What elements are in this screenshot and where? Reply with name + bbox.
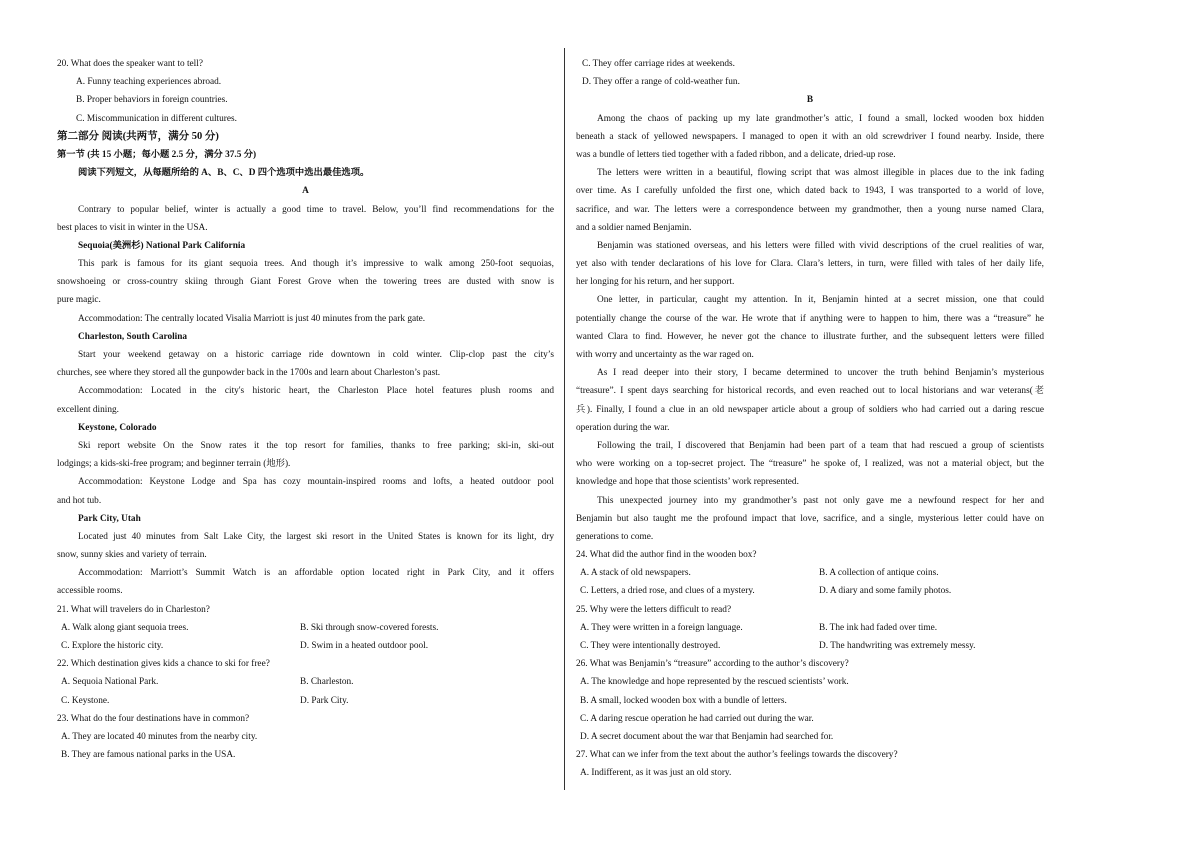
p5-line-1: As I read deeper into their story, I became determined to uncover the truth behind Benjamin’s mysterious	[597, 368, 1044, 379]
q24-option-c: C. Letters, a dried rose, and clues of a mystery.	[580, 586, 755, 597]
q25-options-row-1	[576, 619, 1044, 637]
q20-option-c: C. Miscommunication in different cultures.	[76, 113, 237, 124]
parkcity-line-2: snow, sunny skies and variety of terrain.	[57, 550, 207, 561]
sequoia-line-3: pure magic.	[57, 295, 101, 306]
p1-line-1: Among the chaos of packing up my late grandmother’s attic, I found a small, locked wooden box hidden	[597, 113, 1044, 124]
keystone-heading: Keystone, Colorado	[78, 422, 157, 433]
q22-option-a: A. Sequoia National Park.	[61, 677, 159, 688]
p3-line-2: yet also with tender declarations of his love for Clara. Clara’s letters, in turn, were filled with tales of her daily life,	[576, 259, 1044, 270]
p7-line-2: Benjamin but also taught me the profound impact that love, sacrifice, and a single, mysterious letter could have on	[576, 513, 1044, 524]
sequoia-line-1: This park is famous for its giant sequoia trees. And though it’s impressive to walk among 250-foot sequoias,	[78, 259, 554, 270]
q21-options-row-1	[57, 619, 554, 637]
q25-option-d: D. The handwriting was extremely messy.	[819, 641, 976, 651]
q21-option-c: C. Explore the historic city.	[61, 641, 164, 651]
keystone-accommodation-1: Accommodation: Keystone Lodge and Spa has cozy mountain-inspired rooms and lofts, a heated outdoor pool	[78, 477, 554, 488]
sequoia-accommodation: Accommodation: The centrally located Visalia Marriott is just 40 minutes from the park gate.	[78, 313, 426, 324]
p2-line-2: over time. As I carefully unfolded the first one, which dated back to 1943, I was transported to a world of love,	[576, 186, 1044, 197]
intro-line-2: best places to visit in winter in the USA.	[57, 222, 208, 233]
p6-line-2: who were working on a top-secret project. The “treasure” he spoke of, I realized, was not a material object, but the	[576, 459, 1044, 470]
q21-option-b: B. Ski through snow-covered forests.	[300, 622, 439, 633]
p7-line-3: generations to come.	[576, 531, 654, 542]
charleston-line-2: churches, see where they stored all the gunpowder back in the 1700s and learn about Charleston’s past.	[57, 368, 441, 379]
column-divider	[564, 48, 565, 790]
p3-line-3: her longing for his return, and her support.	[576, 277, 735, 288]
q21-option-d: D. Swim in a heated outdoor pool.	[300, 641, 429, 651]
p5-line-3: 兵). Finally, I found a clue in an old newspaper article about a group of soldiers who had carried out a daring rescue	[576, 404, 1044, 415]
q23-option-b	[57, 746, 554, 764]
keystone-line-1: Ski report website On the Snow rates it the top resort for families, thanks to free parking; ski-in, ski-out	[78, 440, 554, 451]
p1-line-2: beneath a stack of yellowed newspapers. I managed to open it with an old screwdriver I found nearby. Inside, there	[576, 131, 1044, 142]
q26-option-d	[576, 728, 1044, 746]
q22-options-row-1	[57, 673, 554, 691]
charleston-heading: Charleston, South Carolina	[78, 331, 188, 342]
sequoia-heading: Sequoia(美洲杉) National Park California	[78, 240, 246, 251]
p7-line-1: This unexpected journey into my grandmother’s past not only gave me a newfound respect for her and	[597, 495, 1044, 506]
q24-options-row-2	[576, 582, 1044, 600]
q24-option-a: A. A stack of old newspapers.	[580, 568, 691, 579]
question-26: 26. What was Benjamin’s “treasure” according to the author’s discovery?	[576, 659, 849, 670]
p3-line-1: Benjamin was stationed overseas, and his letters were filled with vivid descriptions of the cruel realities of war,	[597, 240, 1044, 251]
p6-line-1: Following the trail, I discovered that Benjamin had been part of a team that had rescued a group of scientists	[597, 440, 1044, 451]
q23-option-a	[57, 728, 554, 746]
q25-option-a: A. They were written in a foreign language.	[580, 622, 743, 633]
q27-option-a-text: A. Indifferent, as it was just an old story.	[580, 768, 732, 779]
q20-option-b: B. Proper behaviors in foreign countries.	[76, 95, 228, 106]
q22-option-d: D. Park City.	[300, 695, 349, 706]
q21-options-row-2	[57, 637, 554, 655]
keystone-accommodation-2: and hot tub.	[57, 495, 102, 506]
q23-option-c: C. They offer carriage rides at weekends.	[582, 59, 735, 69]
charleston-accommodation-1: Accommodation: Located in the city's historic heart, the Charleston Place hotel features plush rooms and	[78, 386, 554, 397]
q25-option-b: B. The ink had faded over time.	[819, 622, 938, 633]
q24-option-b: B. A collection of antique coins.	[819, 568, 939, 579]
p5-line-2: “treasure”. I spent days searching for historical records, and even reached out to local historians and war veterans(老	[576, 386, 1044, 397]
question-20: 20. What does the speaker want to tell?	[57, 59, 203, 69]
keystone-line-2: lodgings; a kids-ski-free program; and beginner terrain (地形).	[57, 459, 291, 470]
p4-line-2: potentially change the course of the war. He wrote that if anything were to happen to him, there was a “treasure” he	[576, 313, 1044, 324]
p2-line-4: and a soldier named Benjamin.	[576, 222, 692, 233]
q24-option-d: D. A diary and some family photos.	[819, 586, 952, 597]
p1-line-3: was a bundle of letters tied together with a faded ribbon, and a delicate, dried-up rose.	[576, 149, 896, 160]
q26-option-c	[576, 710, 1044, 728]
sequoia-line-2: snowshoeing or cross-country skiing through Giant Forest Grove when the towering trees are dusted with snow is	[57, 277, 554, 288]
q21-option-a: A. Walk along giant sequoia trees.	[61, 622, 189, 633]
q26-option-b	[576, 692, 1044, 710]
q20-option-a: A. Funny teaching experiences abroad.	[76, 77, 222, 88]
q26-option-a-text: A. The knowledge and hope represented by the rescued scientists’ work.	[580, 677, 849, 688]
part2-heading: 第二部分 阅读(共两节，满分 50 分)	[57, 130, 219, 142]
question-24: 24. What did the author find in the wooden box?	[576, 550, 757, 561]
parkcity-line-1: Located just 40 minutes from Salt Lake City, the largest ski resort in the United States is known for its light, dry	[78, 531, 554, 542]
q22-option-b: B. Charleston.	[300, 677, 354, 688]
q24-options-row-1	[576, 564, 1044, 582]
charleston-line-1: Start your weekend getaway on a historic carriage ride downtown in cold winter. Clip-clop past the city’s	[78, 350, 554, 360]
p2-line-1: The letters were written in a beautiful, flowing script that was almost illegible in places due to the ink fading	[597, 168, 1044, 179]
instruction: 阅读下列短文，从每题所给的 A、B、C、D 四个选项中选出最佳选项。	[78, 168, 370, 179]
q26-option-b-text: B. A small, locked wooden box with a bundle of letters.	[580, 695, 787, 706]
parkcity-accommodation-1: Accommodation: Marriott’s Summit Watch is an affordable option located right in Park City, and it offers	[78, 568, 554, 579]
q23-option-b-text: B. They are famous national parks in the USA.	[61, 750, 236, 761]
question-22: 22. Which destination gives kids a chance to ski for free?	[57, 659, 270, 670]
q26-option-d-text: D. A secret document about the war that Benjamin had searched for.	[580, 731, 834, 742]
section1-heading: 第一节 (共 15 小题；每小题 2.5 分，满分 37.5 分)	[57, 149, 257, 160]
p2-line-3: sacrifice, and war. The letters were a correspondence between my grandmother, then a young nurse named Clara,	[576, 204, 1044, 215]
q25-options-row-2	[576, 637, 1044, 655]
question-23: 23. What do the four destinations have in common?	[57, 713, 250, 724]
q22-options-row-2	[57, 692, 554, 710]
question-21: 21. What will travelers do in Charleston?	[57, 604, 210, 615]
question-25: 25. Why were the letters difficult to read?	[576, 604, 732, 615]
question-27: 27. What can we infer from the text about the author’s feelings towards the discovery?	[576, 750, 898, 761]
p6-line-3: knowledge and hope that those scientists’ work represented.	[576, 477, 799, 488]
p4-line-1: One letter, in particular, caught my attention. In it, Benjamin hinted at a secret mission, one that could	[597, 295, 1044, 306]
passage-a-label: A	[302, 186, 309, 197]
q26-option-a	[576, 673, 1044, 691]
right-column	[576, 55, 1044, 783]
q26-option-c-text: C. A daring rescue operation he had carried out during the war.	[580, 713, 814, 724]
q27-option-a	[576, 764, 1044, 782]
parkcity-accommodation-2: accessible rooms.	[57, 586, 123, 597]
q22-option-c: C. Keystone.	[61, 695, 110, 706]
charleston-accommodation-2: excellent dining.	[57, 404, 119, 415]
p4-line-4: with worry and uncertainty as the war raged on.	[576, 350, 754, 360]
p5-line-4: operation during the war.	[576, 422, 670, 433]
parkcity-heading: Park City, Utah	[78, 513, 141, 524]
left-column	[57, 55, 554, 764]
intro-line-1: Contrary to popular belief, winter is actually a good time to travel. Below, you’ll find recommendations for the	[78, 204, 554, 215]
q25-option-c: C. They were intentionally destroyed.	[580, 641, 721, 651]
passage-b-label: B	[806, 95, 814, 106]
q23-option-a-text: A. They are located 40 minutes from the nearby city.	[61, 731, 258, 742]
p4-line-3: wanted Clara to find. However, he never got the chance to illustrate further, and the subsequent letters were filled	[576, 331, 1044, 342]
q23-option-d: D. They offer a range of cold-weather fun.	[582, 77, 740, 88]
